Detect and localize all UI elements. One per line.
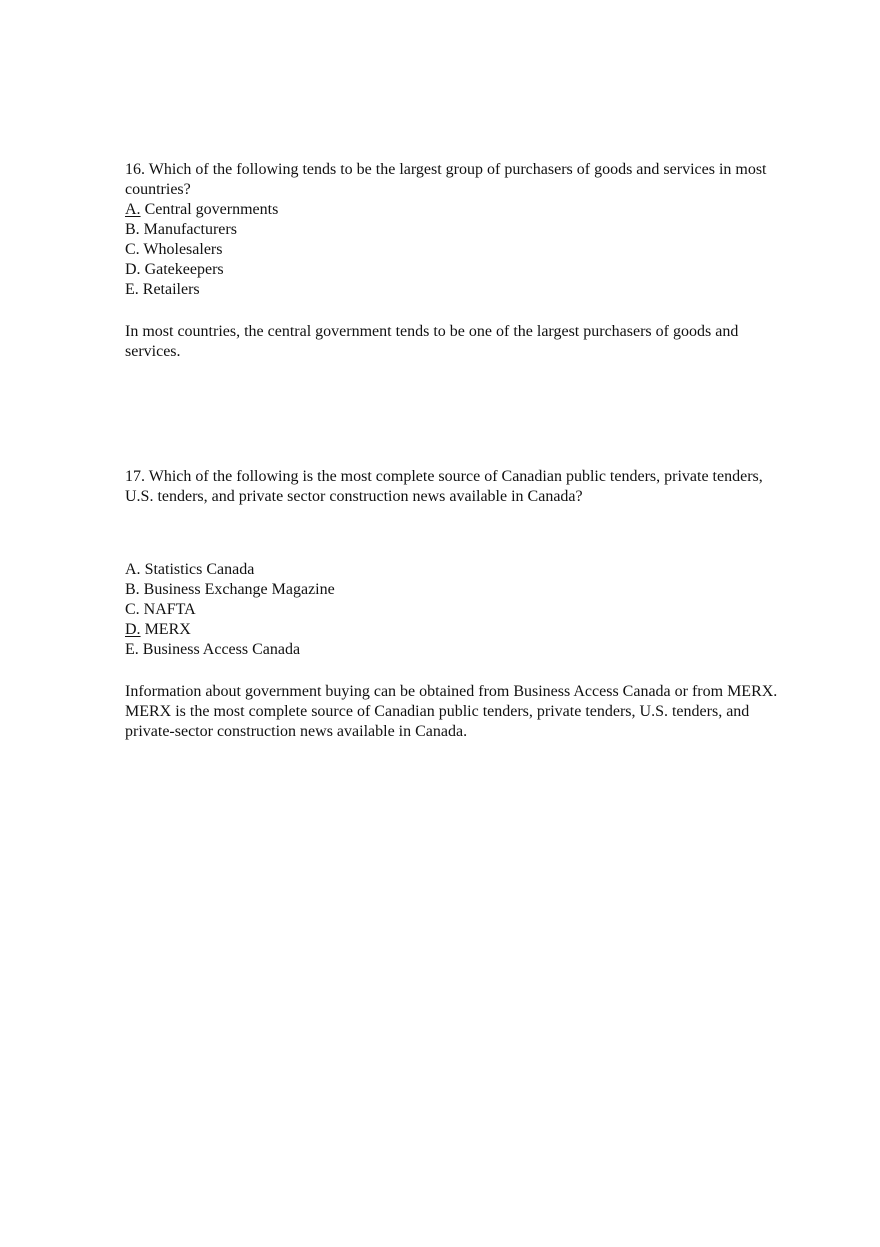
option-text: NAFTA <box>143 601 196 618</box>
option-letter: B. <box>125 581 140 598</box>
option-b <box>125 580 785 600</box>
question-17 <box>125 467 785 742</box>
option-letter: D. <box>125 621 141 638</box>
question-16 <box>125 160 785 362</box>
option-letter: A. <box>125 201 141 218</box>
option-letter: D. <box>125 261 141 278</box>
option-letter: E. <box>125 641 139 658</box>
option-text: Retailers <box>142 281 200 298</box>
option-letter: C. <box>125 241 140 258</box>
option-b <box>125 220 785 240</box>
option-e <box>125 280 785 300</box>
option-text: Business Access Canada <box>142 641 301 658</box>
option-e <box>125 640 785 660</box>
option-text: Manufacturers <box>143 221 237 238</box>
option-c <box>125 600 785 620</box>
option-d <box>125 620 785 640</box>
option-text: MERX <box>144 621 191 638</box>
option-a <box>125 200 785 220</box>
option-c <box>125 240 785 260</box>
option-letter: E. <box>125 281 139 298</box>
option-text: Gatekeepers <box>144 261 224 278</box>
answer-explanation: In most countries, the central government tends to be one of the largest purchasers of goods and services. <box>125 323 739 360</box>
option-text: Business Exchange Magazine <box>143 581 335 598</box>
question-stem: 16. Which of the following tends to be the largest group of purchasers of goods and services in most countries? <box>125 161 767 198</box>
question-stem: 17. Which of the following is the most complete source of Canadian public tenders, private tenders, U.S. tenders, and private sector construction news available in Canada? <box>125 468 763 505</box>
option-text: Wholesalers <box>143 241 223 258</box>
option-text: Central governments <box>144 201 279 218</box>
answer-explanation: Information about government buying can be obtained from Business Access Canada or from MERX. MERX is the most complete source of Canadian public tenders, private tenders, U.S. tenders, and private-sector construction news available in Canada. <box>125 683 778 740</box>
option-text: Statistics Canada <box>144 561 255 578</box>
option-letter: A. <box>125 561 141 578</box>
answer-options <box>125 200 785 300</box>
option-d <box>125 260 785 280</box>
answer-options <box>125 560 785 660</box>
option-a <box>125 560 785 580</box>
option-letter: C. <box>125 601 140 618</box>
option-letter: B. <box>125 221 140 238</box>
